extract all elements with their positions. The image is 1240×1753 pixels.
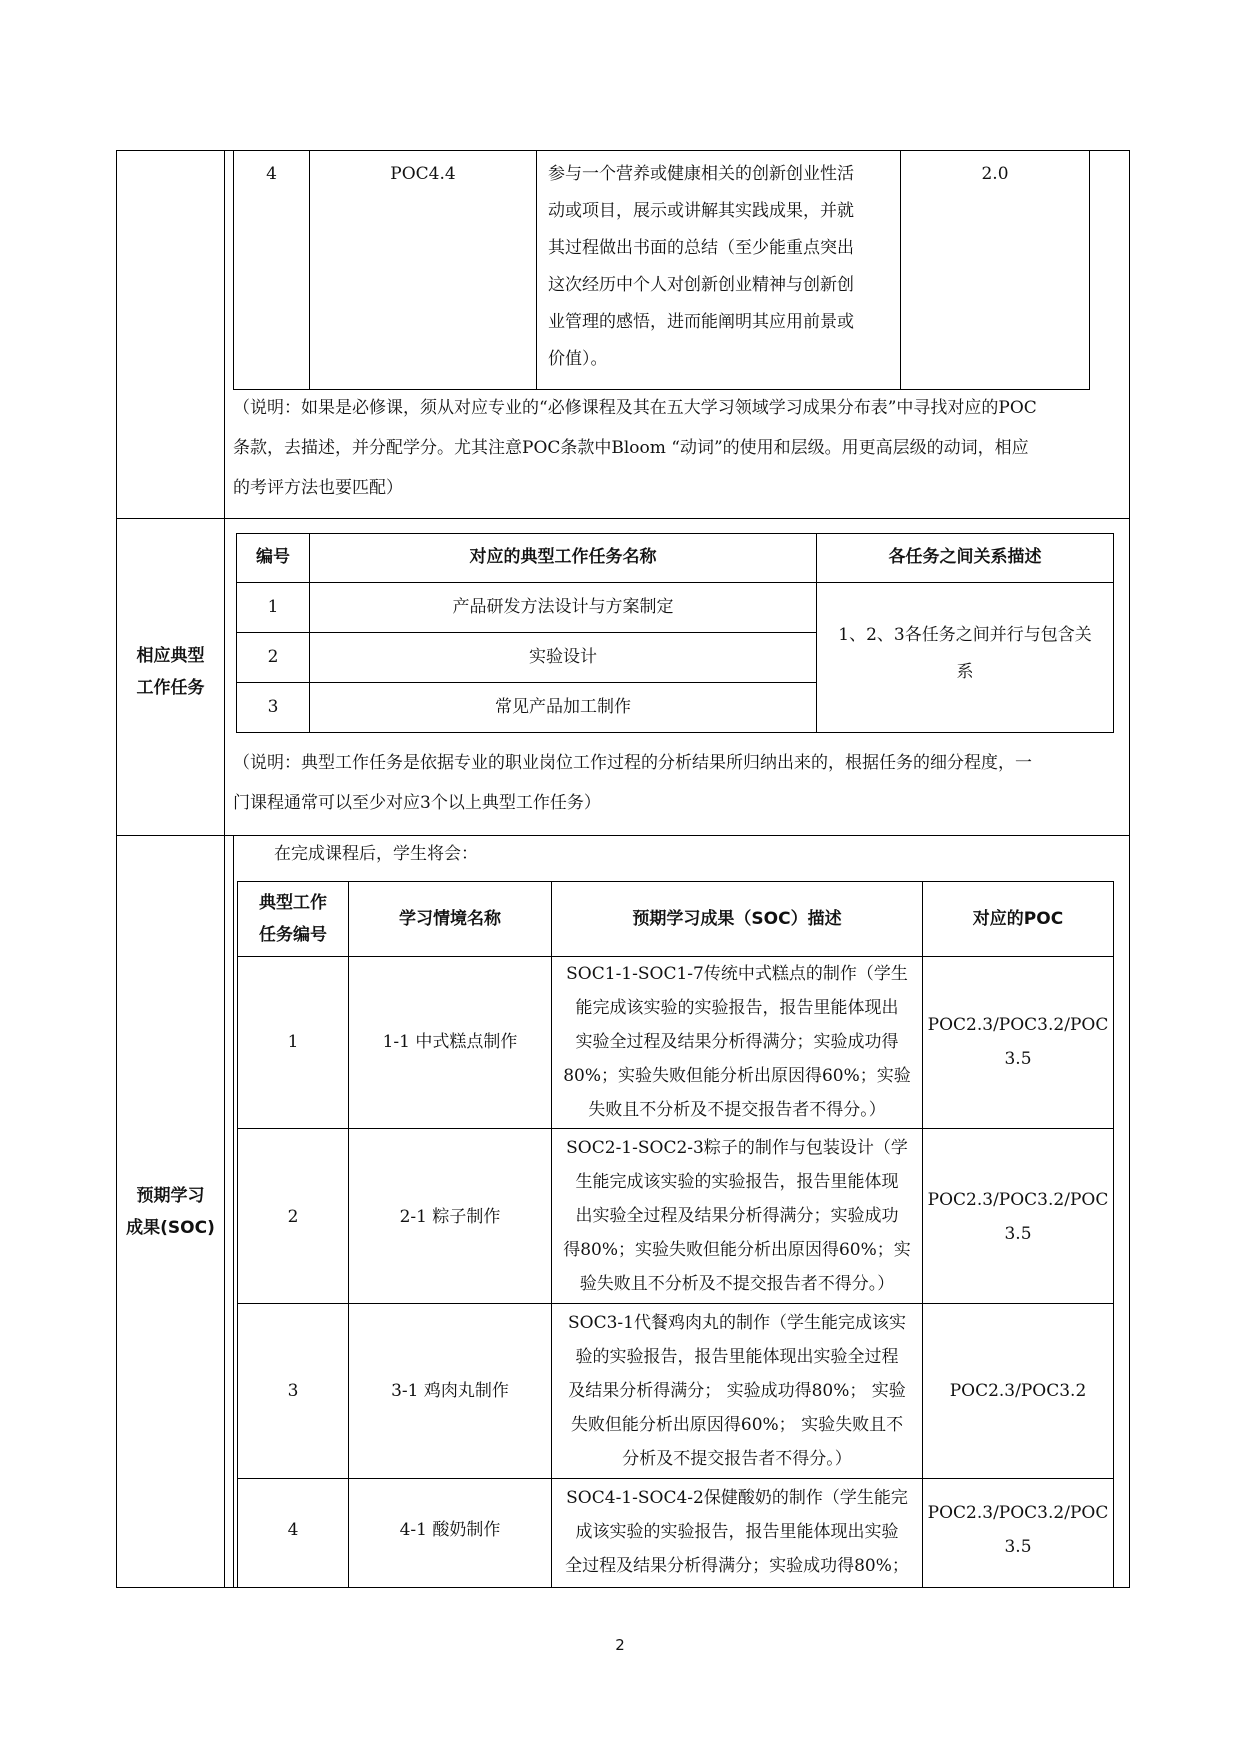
soc-header-situation: 学习情境名称 bbox=[399, 909, 501, 929]
label-column-divider bbox=[224, 150, 225, 1588]
tasks-header-name: 对应的典型工作任务名称 bbox=[469, 547, 657, 567]
poc-number: 4 bbox=[266, 164, 277, 184]
tasks-right-border bbox=[1113, 533, 1114, 733]
soc-top-border bbox=[237, 881, 1114, 882]
poc-right-border bbox=[1089, 150, 1090, 390]
soc-header-poc: 对应的POC bbox=[972, 909, 1064, 929]
page-number: 2 bbox=[615, 1636, 625, 1654]
soc-header-divider bbox=[237, 956, 1114, 957]
syllabus-table: 4 POC4.4 参与一个营养或健康相关的创新创业性活 动或项目，展示或讲解其实践成果，并就 其过程做出书面的总结（至少能重点突出 这次经历中个人对创新创业精神与创新创 业管理的感悟，进而能阐明其应用前景或 价值）。 2.0 （说明：如果是必修课，须从对应专业的“必修课程及其在五大学习领域学习成果分布表”中寻找对应的POC 条款，去描述，并分配学分。尤其注意POC条款中Bloom “动词”的使用和层级。用更高层级的动词，相应 的考评方法也要匹配） 相应典型 工作任务 编号 对应的典型工作任务名称 各任务之间关系描述 1 产品研发方法设计与方案制定 2 实验设计 3 常见产品加工制作 1、2、3各任务之间并行与包含关 系 （说明：典型工作任务是依据专业的职业岗位工作过程的分析结果所归纳出来的，根据任务的细分程度，一 门课程通常可以至少对应3个以上典型工作任务） 预期学习 成果(SOC) 在完成课程后，学生将会： 典型工作 任务编号 学习情境名称 预期学习成果（SOC）描述 对应的POC 1 1-1 中式糕点制作 SOC1-1-SOC1-7传统中式糕点的制作（学生 能完成该实验的实验报告，报告里能体现出 实验全过程及结果分析得满分；实验成功得 80%；实验失败但能分析出原因得60%；实验 失败且不分析及不提交报告者不得分。） POC2.3/POC3.2/POC 3.5 2 2-1 粽子制作 SOC2-1-SOC2-3粽子的制作与包装设计（学 生能完成该实验的实验报告，报告里能体现 出实验全过程及结果分析得满分；实验成功 得80%；实验失败但能分析出原因得60%；实 验失败且不分析及不提交报告者不得分。） POC2.3/POC3.2/POC 3.5 3 3-1 鸡肉丸制作 SOC3-1代餐鸡肉丸的制作（学生能完成该实 验的实验报告，报告里能体现出实验全过程 及结果分析得满分； 实验成功得80%； 实验 失败但能分析出原因得60%； 实验失败且不 分析及不提交报告者不得分。） POC2.3/POC3.2 4 4-1 酸奶制作 SOC4-1-SOC4-2保健酸奶的制作（学生能完 成该实验的实验报告，报告里能体现出实验 全过程及结果分析得满分；实验成功得80%； POC2.3/POC3.2/POC 3.5 bbox=[116, 150, 1130, 1588]
soc-intro: 在完成课程后，学生将会： bbox=[274, 844, 478, 864]
tasks-header-divider bbox=[236, 582, 1114, 583]
soc-row-divider-1 bbox=[237, 1128, 1114, 1129]
poc-code: POC4.4 bbox=[390, 164, 456, 184]
outer-right-border bbox=[1129, 150, 1130, 1588]
tasks-top-border bbox=[236, 533, 1114, 534]
poc-col-divider-2 bbox=[536, 150, 537, 390]
soc-header-description: 预期学习成果（SOC）描述 bbox=[632, 909, 842, 929]
outer-top-border bbox=[116, 150, 1130, 151]
tasks-header-relation: 各任务之间关系描述 bbox=[888, 547, 1042, 567]
poc-bottom-border bbox=[233, 389, 1090, 390]
outer-bottom-border bbox=[116, 1587, 1130, 1588]
tasks-row-divider-2 bbox=[236, 682, 817, 683]
soc-inner-left-border bbox=[233, 836, 234, 1588]
soc-row-divider-2 bbox=[237, 1303, 1114, 1304]
poc-credit: 2.0 bbox=[981, 164, 1009, 184]
tasks-header-number: 编号 bbox=[256, 547, 290, 567]
tasks-row-divider-1 bbox=[236, 632, 817, 633]
soc-left-border bbox=[237, 881, 238, 1588]
tasks-bottom-border bbox=[236, 732, 1114, 733]
section-divider-2 bbox=[116, 835, 1130, 836]
soc-right-border bbox=[1113, 881, 1114, 1588]
outer-left-border bbox=[116, 150, 117, 1588]
section-divider-1 bbox=[116, 518, 1130, 519]
soc-col-divider-1 bbox=[348, 881, 349, 1588]
soc-row-divider-3 bbox=[237, 1478, 1114, 1479]
